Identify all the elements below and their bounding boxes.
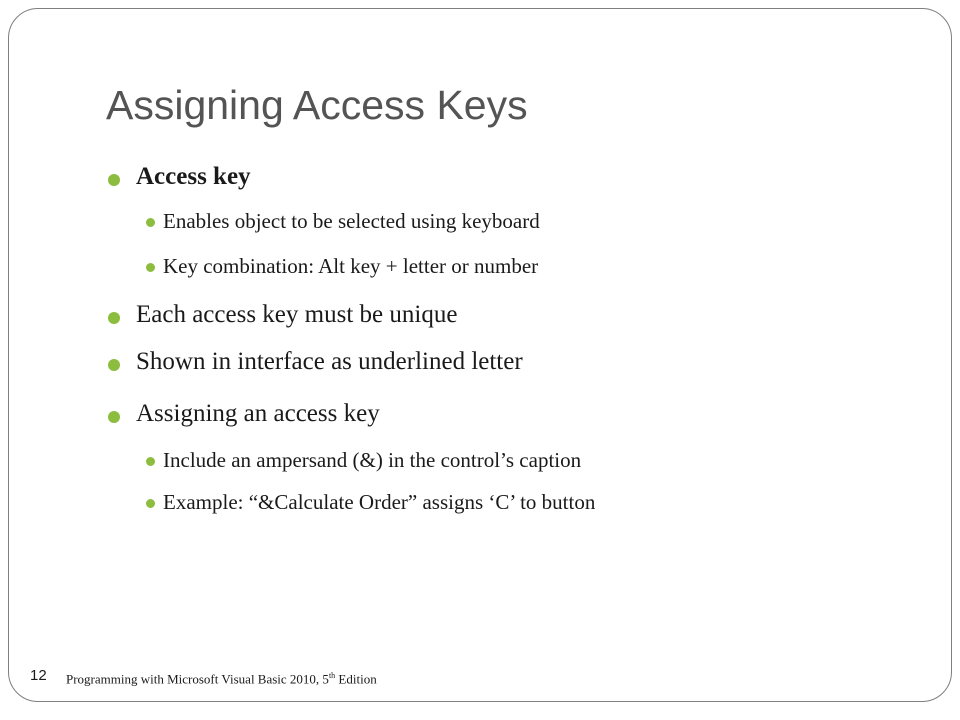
bullet-dot-icon [108,411,120,423]
bullet-dot-icon [146,499,155,508]
page-number: 12 [30,667,47,684]
bullet-text: Shown in interface as underlined letter [136,348,523,375]
bullet-dot-icon [108,359,120,371]
sub-bullet-text: Key combination: Alt key + letter or number [163,254,539,278]
bullet-dot-icon [146,263,155,272]
footer-title-edition: Edition [335,671,377,687]
slide-title: Assigning Access Keys [106,82,528,128]
bullet-dot-icon [108,174,120,186]
sub-bullet-text: Enables object to be selected using keyboard [163,209,540,233]
bullet-dot-icon [108,312,120,324]
sub-bullet-text: Example: “&Calculate Order” assigns ‘C’ to button [163,490,596,514]
bullet-text: Assigning an access key [136,400,380,427]
footer-title-superscript: th [328,671,336,680]
sub-bullet-text: Include an ampersand (&) in the control’s caption [163,448,582,472]
bullet-dot-icon [146,218,155,227]
footer-book-title [66,671,377,687]
footer-title-main: Programming with Microsoft Visual Basic 2010, 5 [66,671,329,687]
bullet-text: Each access key must be unique [136,301,458,328]
bullet-dot-icon [146,457,155,466]
bullet-text: Access key [136,163,251,190]
